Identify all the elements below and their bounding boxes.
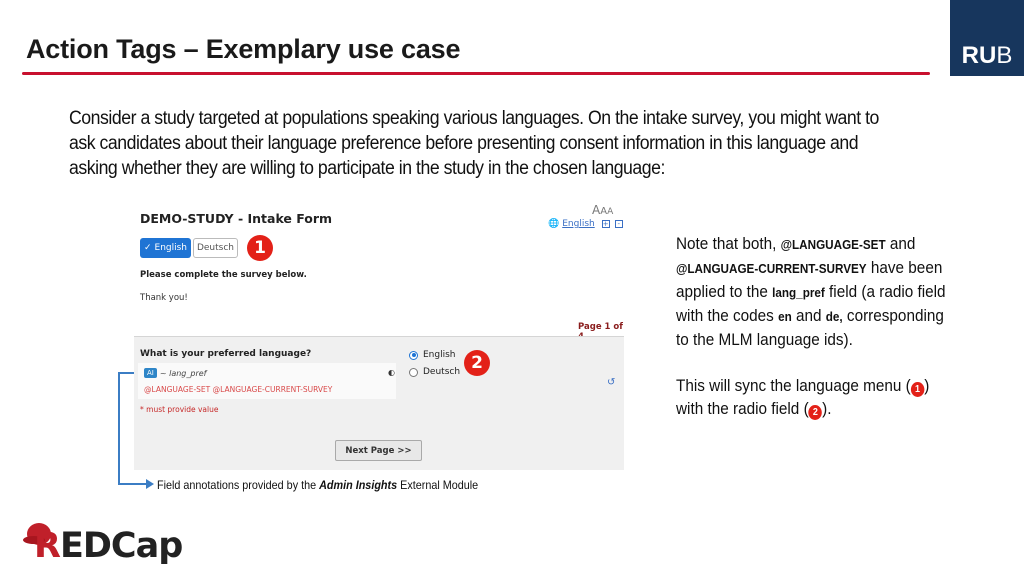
note-text: corresponding to the MLM language ids). — [676, 306, 944, 349]
rub-logo — [950, 0, 1024, 76]
annotation-connector-top — [118, 372, 134, 374]
globe-icon: 🌐 — [548, 219, 560, 229]
language-link[interactable] — [548, 219, 623, 229]
deutsch-language-button[interactable] — [193, 238, 238, 258]
rub-logo-bold: RU — [961, 42, 997, 69]
callout-badge-1: 1 — [247, 235, 273, 261]
english-button-label: English — [154, 243, 188, 253]
redcap-wordmark-rest: EDCap — [59, 526, 183, 566]
title-divider — [22, 72, 930, 75]
field-annotation — [138, 363, 396, 399]
note-text: field (a radio field with the codes — [676, 282, 946, 325]
note-text: ). — [822, 399, 832, 418]
action-tag-language-set: @LANGUAGE-SET — [780, 237, 886, 252]
annotation-connector-bottom — [118, 483, 148, 485]
font-size-small[interactable]: A — [607, 207, 614, 217]
annotation-header — [144, 368, 206, 378]
inline-badge-2: 2 — [809, 405, 823, 420]
note-text: have been applied to the — [676, 258, 943, 301]
radio-button-english[interactable] — [409, 351, 418, 360]
collapse-icon[interactable]: - — [615, 220, 623, 228]
redcap-wordmark — [34, 526, 182, 566]
ai-badge: AI — [144, 368, 157, 378]
radio-button-deutsch[interactable] — [409, 368, 418, 377]
radio-option-english[interactable] — [409, 350, 456, 360]
question-label: What is your preferred language? — [140, 349, 312, 359]
field-name-code: lang_pref — [772, 285, 825, 300]
code-de: de, — [825, 309, 843, 324]
intro-text: Consider a study targeted at populations speaking various languages. On the intake survey, you might want to ask candidates about their language preference before presenting consent information in this language and asking whether they are willing to participate in the study in the chosen language: — [69, 108, 879, 179]
survey-screenshot — [134, 200, 624, 470]
font-size-control[interactable] — [592, 203, 613, 217]
annotation-caption — [157, 478, 478, 492]
annotation-connector-vertical — [118, 372, 120, 484]
required-notice: * must provide value — [140, 405, 219, 414]
caption-suffix: External Module — [397, 478, 479, 492]
radio-label-deutsch: Deutsch — [423, 367, 461, 377]
thank-you-text: Thank you! — [140, 293, 188, 303]
check-icon: ✓ — [143, 243, 152, 253]
english-language-button[interactable] — [140, 238, 191, 258]
note-text: Note that both, — [676, 234, 781, 253]
page-indicator: Page 1 of — [578, 322, 623, 332]
callout-badge-2: 2 — [464, 350, 490, 376]
reset-icon[interactable]: ↺ — [607, 377, 616, 388]
action-tags-text: @LANGUAGE-SET @LANGUAGE-CURRENT-SURVEY — [144, 385, 333, 394]
rub-logo-light: B — [996, 42, 1013, 69]
inline-badge-1: 1 — [911, 382, 925, 397]
note-paragraph-2 — [676, 374, 946, 420]
arrow-right-icon — [146, 479, 154, 489]
note-text: and — [791, 306, 826, 325]
question-box — [134, 336, 624, 470]
field-variable-name: ~ lang_pref — [159, 368, 207, 378]
code-en: en — [778, 309, 792, 324]
complete-survey-message: Please complete the survey below. — [140, 270, 307, 280]
language-link-label[interactable]: English — [562, 219, 595, 229]
note-text: and — [885, 234, 916, 253]
note-paragraph-1 — [676, 232, 946, 351]
font-size-medium[interactable]: A — [600, 206, 608, 217]
caption-module-name: Admin Insights — [319, 478, 398, 492]
action-tag-language-current-survey: @LANGUAGE-CURRENT-SURVEY — [676, 261, 867, 276]
redcap-logo — [22, 520, 192, 572]
form-title: DEMO-STUDY - Intake Form — [140, 211, 333, 226]
expand-icon[interactable]: + — [602, 220, 609, 228]
font-size-large[interactable]: A — [592, 203, 601, 217]
slide-title: Action Tags – Exemplary use case — [26, 34, 461, 64]
deutsch-button-label: Deutsch — [196, 243, 235, 253]
contrast-icon[interactable]: ◐ — [388, 368, 395, 377]
explanation-note — [676, 232, 946, 420]
radio-option-deutsch[interactable] — [409, 367, 460, 377]
redcap-wordmark-r: R — [34, 526, 60, 566]
note-text: ) with the radio field ( — [676, 376, 930, 418]
note-text: This will sync the language menu ( — [676, 376, 911, 395]
caption-prefix: Field annotations provided by the — [157, 478, 320, 492]
next-page-button[interactable]: Next Page >> — [335, 440, 422, 461]
radio-label-english: English — [423, 350, 456, 360]
